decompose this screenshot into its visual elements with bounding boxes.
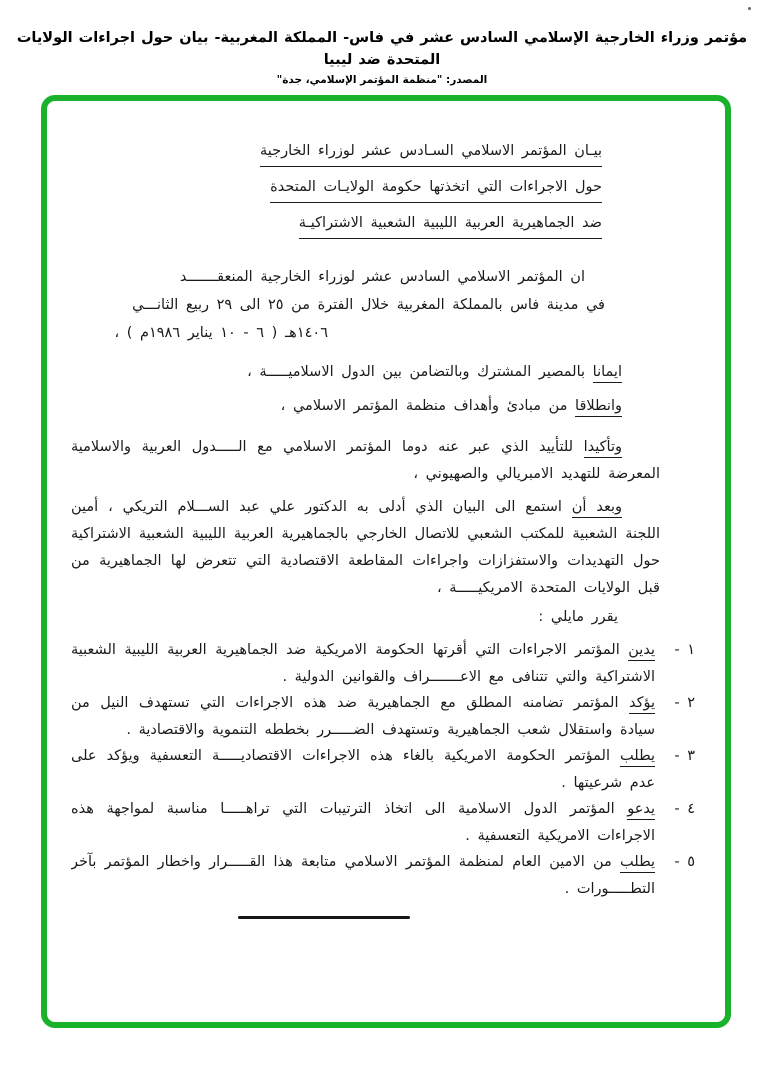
resolution-items bbox=[71, 637, 695, 902]
item-3-number: ٣ - bbox=[674, 748, 695, 764]
header-title: مؤتمر وزراء الخارجية الإسلامي السادس عشر في فاس- المملكة المغربية- بيان حول اجراءات الولايات المتحدة ضد ليبيا bbox=[16, 30, 748, 68]
clause-support bbox=[71, 434, 660, 488]
title-line-2 bbox=[71, 177, 602, 203]
item-4-number: ٤ - bbox=[674, 801, 695, 817]
clause-support-lead: وتأكيدا bbox=[584, 439, 622, 458]
clause-faith-text: بالمصير المشترك وبالتضامن بين الدول الاسلاميـــــة ، bbox=[247, 364, 593, 380]
intro-line-2: في مدينة فاس بالمملكة المغربية خلال الفترة من ٢٥ الى ٢٩ ربيع الثانـــي bbox=[132, 297, 605, 313]
item-5-lead: يطلب bbox=[620, 854, 655, 873]
title-line-2-text: حول الاجراءات التي اتخذتها حكومة الولايـات المتحدة bbox=[270, 177, 602, 203]
intro-line-1: ان المؤتمر الاسلامي السادس عشر لوزراء الخارجية المنعقـــــــد bbox=[179, 269, 585, 285]
title-line-3-text: ضد الجماهيرية العربية الليبية الشعبية الاشتراكيـة bbox=[299, 213, 602, 239]
document-body bbox=[71, 101, 695, 1022]
item-2-lead: يؤكد bbox=[629, 695, 655, 714]
resolution-item-5 bbox=[71, 849, 695, 902]
clause-principles bbox=[71, 393, 660, 420]
item-4-body: المؤتمر الدول الاسلامية الى اتخاذ الترتيبات التي تراهـــــا مناسبة لمواجهة هذه الاجراءات الامريكية التعسفية . bbox=[71, 801, 655, 844]
item-4-text bbox=[71, 796, 655, 849]
header-source: المصدر: "منظمة المؤتمر الإسلامي، جدة" bbox=[276, 74, 488, 86]
item-1-text bbox=[71, 637, 655, 690]
item-2-number: ٢ - bbox=[674, 695, 695, 711]
clause-statement-text: استمع الى البيان الذي أدلى به الدكتور علي عبد الســـلام التريكي ، أمين اللجنة الشعبية للمكتب الشعبي للاتصال الخارجي بالجماهيرية العربية الليبية الشعبية الاشتراكية حول التهديدات والاستفزازات واجراءات المقاطعة الاقتصادية التي تتعرض لها الجماهيرية من قبل الولايات المتحدة الامريكيـــــة ، bbox=[71, 499, 660, 596]
item-1-lead: يدين bbox=[628, 642, 655, 661]
resolution-item-4 bbox=[71, 796, 695, 849]
page-header bbox=[0, 0, 764, 86]
resolution-item-1 bbox=[71, 637, 695, 690]
intro-line-3: ١٤٠٦هـ ( ٦ - ١٠ يناير ١٩٨٦م ) ، bbox=[114, 325, 328, 341]
item-5-number: ٥ - bbox=[674, 854, 695, 870]
clause-faith-lead: ايمانا bbox=[593, 364, 622, 383]
item-1-body: المؤتمر الاجراءات التي أقرتها الحكومة الامريكية ضد الجماهيرية العربية الليبية الشعبية الاشتراكية والتي تتنافى مع الاعـــــــراف والقوانين الدولية . bbox=[71, 642, 655, 685]
scan-artifact-dot bbox=[748, 7, 751, 10]
title-line-1-text: بيـان المؤتمر الاسلامي السـادس عشر لوزراء الخارجية bbox=[260, 141, 602, 167]
item-3-body: المؤتمر الحكومة الامريكية بالغاء هذه الاجراءات الاقتصاديـــــة التعسفية ويؤكد على عدم شرعيتها . bbox=[71, 748, 655, 791]
item-5-body: من الامين العام لمنظمة المؤتمر الاسلامي متابعة هذا القـــــرار واخطار المؤتمر بآخر التطـــــورات . bbox=[71, 854, 655, 897]
clause-statement bbox=[71, 494, 660, 602]
item-2-body: المؤتمر تضامنه المطلق مع الجماهيرية ضد هذه الاجراءات التي تستهدف النيل من سيادة واستقلال شعب الجماهيرية وتستهدف الضـــــرر بخططه التنموية والاقتصادية . bbox=[71, 695, 655, 738]
resolution-item-2 bbox=[71, 690, 695, 743]
title-line-3 bbox=[71, 213, 602, 239]
item-2-text bbox=[71, 690, 655, 743]
item-4-lead: يدعو bbox=[627, 801, 655, 820]
clause-statement-lead: وبعد أن bbox=[572, 499, 622, 518]
title-line-1 bbox=[71, 141, 602, 167]
item-3-lead: يطلب bbox=[620, 748, 655, 767]
end-divider bbox=[238, 916, 410, 919]
clause-principles-text: من مبادئ وأهداف منظمة المؤتمر الاسلامي ، bbox=[280, 398, 576, 414]
item-1-number: ١ - bbox=[674, 642, 695, 658]
clause-support-text: للتأييد الذي عبر عنه دوما المؤتمر الاسلامي مع الـــــدول العربية والاسلامية المعرضة للتهديد الامبريالي والصهيوني ، bbox=[71, 439, 660, 482]
item-3-text bbox=[71, 743, 655, 796]
decides-label: يقرر مايلي : bbox=[538, 609, 618, 625]
clause-principles-lead: وانطلاقا bbox=[575, 398, 622, 417]
clause-faith bbox=[71, 359, 660, 386]
resolution-item-3 bbox=[71, 743, 695, 796]
intro-paragraph bbox=[71, 263, 695, 347]
document-title bbox=[71, 141, 602, 239]
item-5-text bbox=[71, 849, 655, 902]
document-frame bbox=[41, 95, 731, 1028]
